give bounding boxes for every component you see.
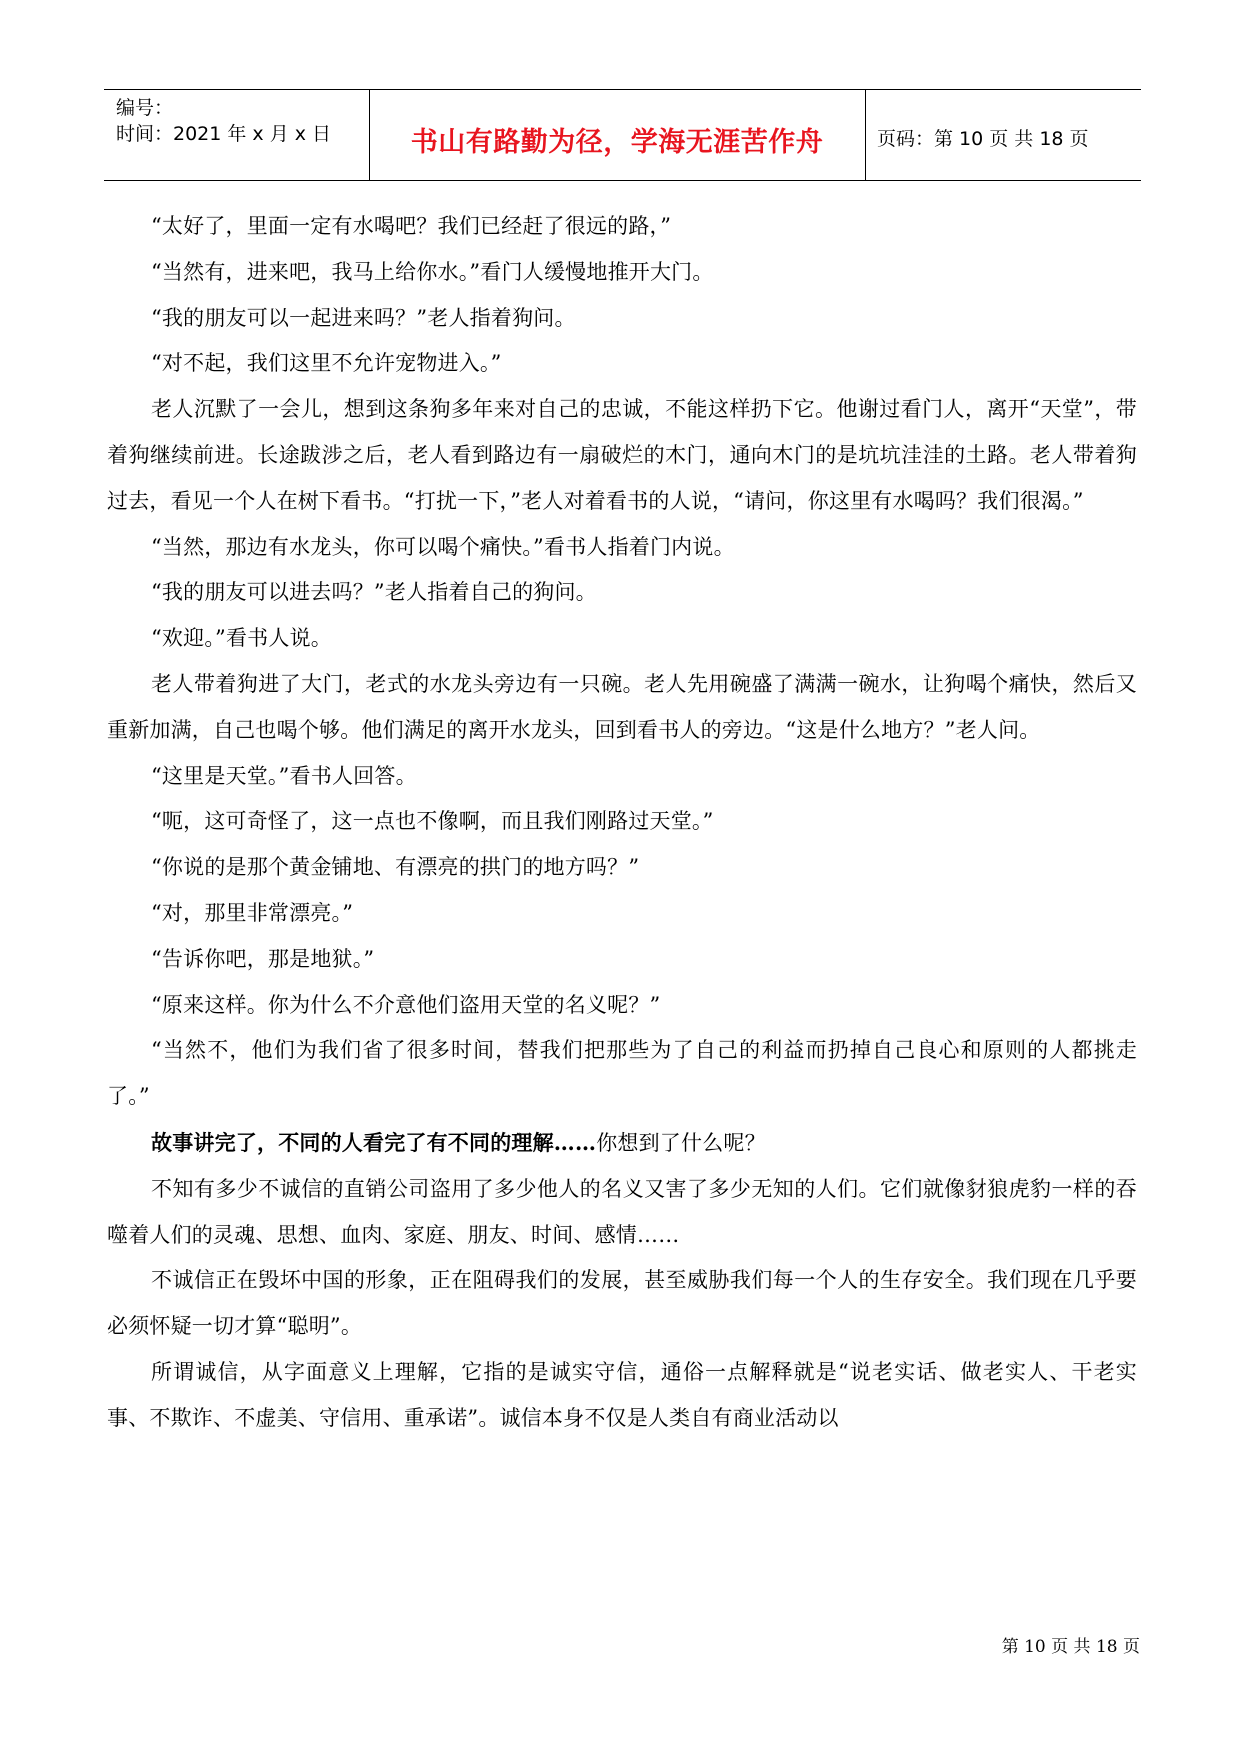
document-body <box>107 204 1137 1442</box>
paragraph: 不诚信正在毁坏中国的形象，正在阻碍我们的发展，甚至威胁我们每一个人的生存安全。我们现在几乎要必须怀疑一切才算“聪明”。 <box>107 1268 1137 1339</box>
paragraph: “对不起，我们这里不允许宠物进入。” <box>151 351 502 376</box>
header-page-cell <box>865 90 1141 180</box>
page-label: 页码：第 10 页 共 18 页 <box>877 128 1089 150</box>
header-motto-cell <box>369 90 866 180</box>
summary-paragraph <box>107 1120 1137 1167</box>
number-label: 编号： <box>116 97 174 119</box>
paragraph: “对，那里非常漂亮。” <box>151 900 354 925</box>
header-info-cell <box>104 90 370 180</box>
paragraph: 所谓诚信，从字面意义上理解，它指的是诚实守信，通俗一点解释就是“说老实话、做老实人、干老实事、不欺诈、不虚美、守信用、重承诺”。诚信本身不仅是人类自有商业活动以 <box>107 1359 1137 1430</box>
paragraph: 老人沉默了一会儿，想到这条狗多年来对自己的忠诚，不能这样扔下它。他谢过看门人，离开“天堂”，带着狗继续前进。长途跋涉之后，老人看到路边有一扇破烂的木门，通向木门的是坑坑洼洼的土路。老人带着狗过去，看见一个人在树下看书。“打扰一下，”老人对着看书的人说，“请问，你这里有水喝吗？我们很渴。” <box>107 397 1137 513</box>
page-footer: 第 10 页 共 18 页 <box>1001 1637 1140 1657</box>
paragraph: “当然不，他们为我们省了很多时间，替我们把那些为了自己的利益而扔掉自己良心和原则的人都挑走了。” <box>107 1038 1137 1109</box>
summary-bold-text: 故事讲完了，不同的人看完了有不同的理解…… <box>151 1129 597 1155</box>
paragraph: 不知有多少不诚信的直销公司盗用了多少他人的名义又害了多少无知的人们。它们就像豺狼虎豹一样的吞噬着人们的灵魂、思想、血肉、家庭、朋友、时间、感情…… <box>107 1176 1137 1247</box>
paragraph: “当然，那边有水龙头，你可以喝个痛快。”看书人指着门内说。 <box>151 534 735 559</box>
summary-question-text: 你想到了什么呢？ <box>596 1130 766 1155</box>
page-header <box>104 89 1141 181</box>
paragraph: “欢迎。”看书人说。 <box>151 626 332 651</box>
paragraph: “我的朋友可以进去吗？”老人指着自己的狗问。 <box>151 580 597 605</box>
paragraph: “太好了，里面一定有水喝吧？我们已经赶了很远的路，” <box>151 214 672 238</box>
paragraph: “呃，这可奇怪了，这一点也不像啊，而且我们刚路过天堂。” <box>151 809 714 834</box>
motto: 书山有路勤为径，学海无涯苦作舟 <box>410 127 824 158</box>
paragraph: “我的朋友可以一起进来吗？”老人指着狗问。 <box>151 305 576 330</box>
paragraph: 老人带着狗进了大门，老式的水龙头旁边有一只碗。老人先用碗盛了满满一碗水，让狗喝个痛快，然后又重新加满，自己也喝个够。他们满足的离开水龙头，回到看书人的旁边。“这是什么地方？”老人问。 <box>107 671 1137 742</box>
paragraph: “你说的是那个黄金铺地、有漂亮的拱门的地方吗？” <box>151 855 640 880</box>
paragraph: “这里是天堂。”看书人回答。 <box>151 763 417 788</box>
paragraph: “告诉你吧，那是地狱。” <box>151 946 375 971</box>
time-label: 时间：2021 年 x 月 x 日 <box>116 123 332 145</box>
paragraph: “当然有，进来吧，我马上给你水。”看门人缓慢地推开大门。 <box>151 259 714 284</box>
paragraph: “原来这样。你为什么不介意他们盗用天堂的名义呢？” <box>151 992 661 1017</box>
